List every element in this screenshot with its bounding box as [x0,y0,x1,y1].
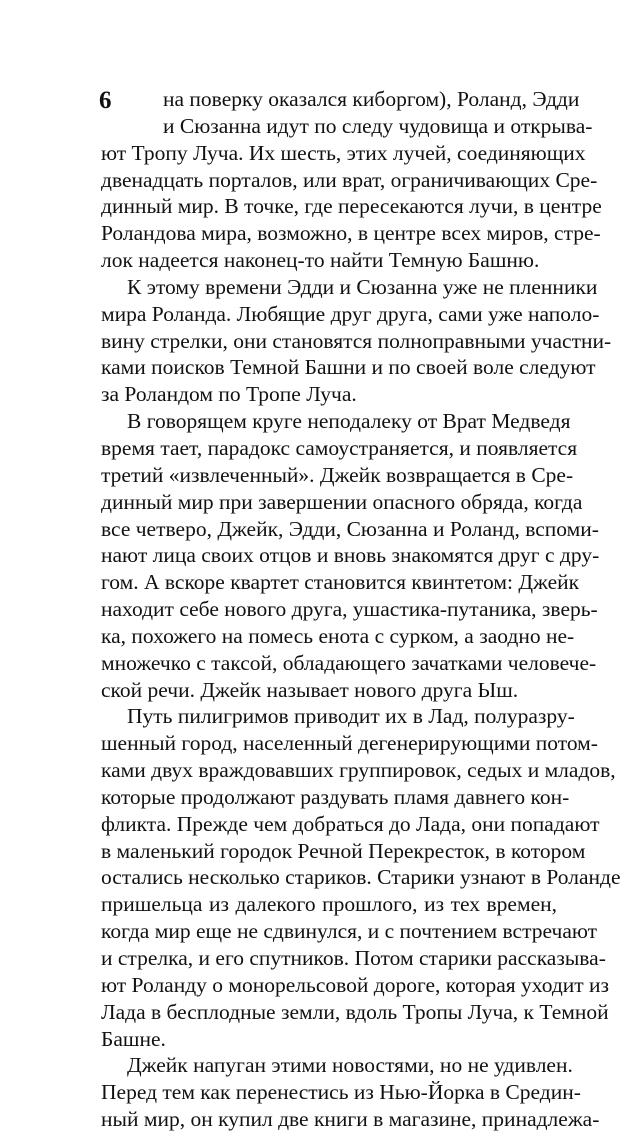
text-line: время тает, парадокс самоустраняется, и появляется [101,435,578,460]
text-line: и стрелка, и его спутников. Потом старики рассказыва- [101,946,606,970]
text-line: двенадцать порталов, или врат, ограничивающих Сре- [101,167,598,192]
text-line: фликта. Прежде чем добраться до Лада, они попадают [101,811,600,836]
text-line: динный мир при завершении опасного обряда, когда [101,489,583,514]
text-line: за Роландом по Тропе Луча. [101,382,357,407]
text-line: третий «извлеченный». Джейк возвращается в Сре- [101,462,574,487]
text-line: ют Роланду о монорельсовой дороге, которая уходит из [101,972,610,997]
text-line: ный мир, он купил две книги в магазине, принадлежа- [101,1107,600,1132]
text-line: Лада в бесплодные земли, вдоль Тропы Луча, к Темной [101,999,609,1024]
text-line: К этому времени Эдди и Сюзанна уже не пленники [127,274,598,299]
text-line: Путь пилигримов приводит их в Лад, полуразру- [127,704,575,729]
text-line: на поверку оказался киборгом), Роланд, Эдди [163,87,580,111]
text-line: множечко с таксой, обладающего зачатками человече- [101,650,597,675]
text-line: в маленький городок Речной Перекресток, в котором [101,838,586,863]
text-line: ской речи. Джейк называет нового друга Ыш. [101,677,519,702]
text-line: гом. А вскоре квартет становится квинтетом: Джейк [101,570,580,595]
body-text [101,86,621,1133]
text-line: все четверо, Джейк, Эдди, Сюзанна и Роланд, вспоми- [101,516,599,541]
text-line: динный мир. В точке, где пересекаются лучи, в центре [101,194,602,219]
text-line: ками поисков Темной Башни и по своей воле следуют [101,355,596,380]
text-line: находит себе нового друга, ушастика-путаника, зверь- [101,597,598,622]
text-line: ка, похожего на помесь енота с сурком, а заодно не- [101,623,575,648]
page-number: 6 [99,87,112,114]
text-line: ками двух враждовавших группировок, седых и младов, [101,758,616,783]
text-line: Башне. [101,1026,166,1051]
text-line: мира Роланда. Любящие друг друга, сами уже наполо- [101,301,600,326]
text-line: которые продолжают раздувать пламя давнего кон- [101,784,570,809]
text-line: Роландова мира, возможно, в центре всех миров, стре- [101,221,601,246]
text-line: вину стрелки, они становятся полноправными участни- [101,328,612,353]
text-line: остались несколько стариков. Старики узнают в Роланде [101,865,621,890]
text-line: нают лица своих отцов и вновь знакомятся друг с дру- [101,543,600,568]
text-line: когда мир еще не сдвинулся, и с почтением встречают [101,919,598,944]
text-line: лок надеется наконец-то найти Темную Башню. [101,248,540,273]
text-line: В говорящем круге неподалеку от Врат Медведя [127,409,571,434]
text-line: и Сюзанна идут по следу чудовища и открыва- [163,113,593,138]
text-line: шенный город, населенный дегенерирующими потом- [101,731,598,756]
text-line: ют Тропу Луча. Их шесть, этих лучей, соединяющих [101,140,586,165]
text-line: пришельца из далекого прошлого, из тех времен, [101,892,557,917]
text-line: Джейк напуган этими новостями, но не удивлен. [127,1053,573,1078]
text-line: Перед тем как перенестись из Нью-Йорка в Средин- [101,1080,581,1105]
